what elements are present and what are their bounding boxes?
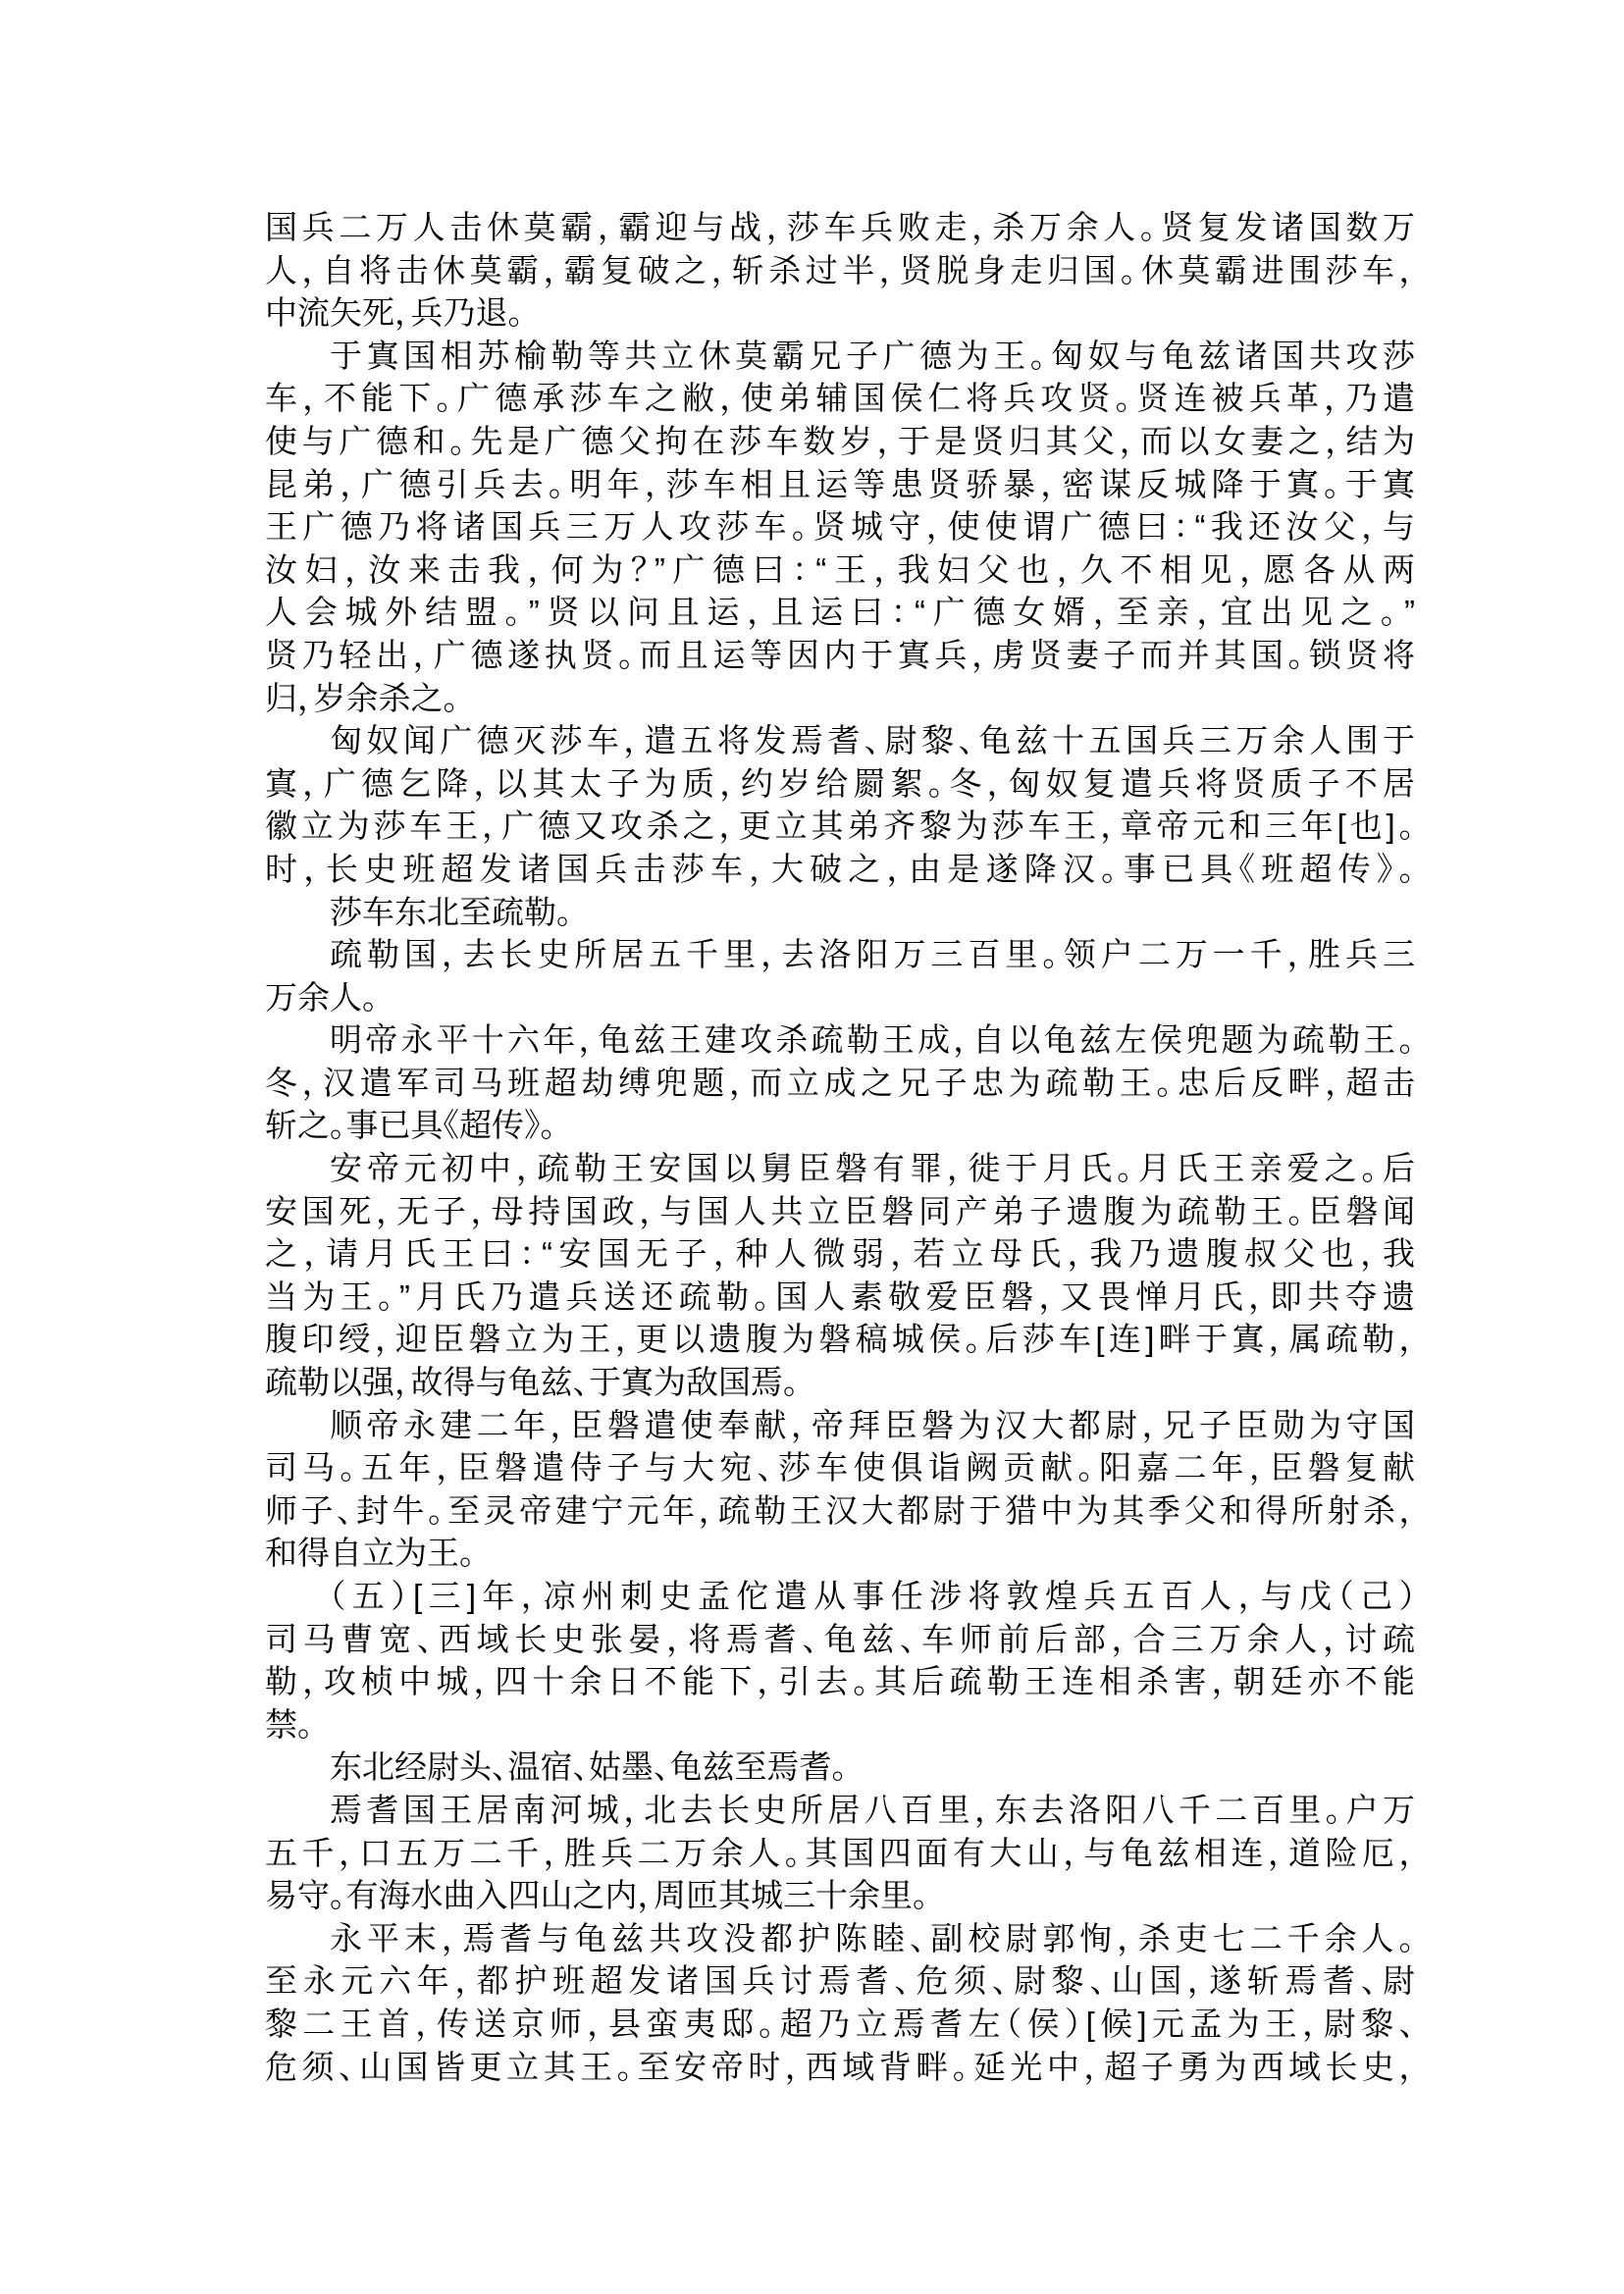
text-line: 车，不能下。广德承莎车之敝，使弟辅国侯仁将兵攻贤。贤连被兵革，乃遣	[265, 380, 1415, 417]
text-line: 王广德乃将诸国兵三万人攻莎车。贤城守，使使谓广德曰：“我还汝父，与	[265, 508, 1415, 546]
text-line: 莎车东北至疏勒。	[330, 893, 573, 930]
text-line: 疏勒国，去长史所居五千里，去洛阳万三百里。领户二万一千，胜兵三	[330, 936, 1415, 973]
text-line: 黎二王首，传送京师，县蛮夷邸。超乃立焉耆左（侯）[候]元孟为王，尉黎、	[265, 2005, 1415, 2042]
text-line: 永平末，焉耆与龟兹共攻没都护陈睦、副校尉郭恂，杀吏七二千余人。	[330, 1919, 1415, 1956]
text-line: 中流矢死，兵乃退。	[265, 294, 524, 332]
text-line: 易守。有海水曲入四山之内，周匝其城三十余里。	[265, 1877, 929, 1914]
text-line: 万余人。	[265, 978, 379, 1016]
text-line: 斩之。事已具《超传》。	[265, 1107, 556, 1144]
text-line: 匈奴闻广德灭莎车，遣五将发焉耆、尉黎、龟兹十五国兵三万余人围于	[330, 722, 1415, 759]
text-line: （五）[三]年，凉州刺史孟佗遣从事任涉将敦煌兵五百人，与戊（己）	[330, 1578, 1415, 1614]
text-line: 明帝永平十六年，龟兹王建攻杀疏勒王成，自以龟兹左侯兜题为疏勒王。	[330, 1021, 1415, 1059]
text-line: 焉耆国王居南河城，北去长史所居八百里，东去洛阳八千二百里。户万	[330, 1791, 1415, 1828]
text-line: 冬，汉遣军司马班超劫缚兜题，而立成之兄子忠为疏勒王。忠后反畔，超击	[265, 1064, 1415, 1101]
text-block	[265, 206, 1415, 2088]
text-line: 贤乃轻出，广德遂执贤。而且运等因内于寘兵，虏贤妻子而并其国。锁贤将	[265, 636, 1415, 673]
text-line: 于寘国相苏榆勒等共立休莫霸兄子广德为王。匈奴与龟兹诸国共攻莎	[330, 337, 1415, 374]
text-line: 至永元六年，都护班超发诸国兵讨焉耆、危须、尉黎、山国，遂斩焉耆、尉	[265, 1962, 1415, 2000]
text-line: 安帝元初中，疏勒王安国以舅臣磐有罪，徙于月氏。月氏王亲爱之。后	[330, 1150, 1415, 1187]
text-line: 人，自将击休莫霸，霸复破之，斩杀过半，贤脱身走归国。休莫霸进围莎车，	[265, 251, 1415, 288]
text-line: 徽立为莎车王，广德又攻杀之，更立其弟齐黎为莎车王，章帝元和三年[也]。	[265, 808, 1415, 845]
text-line: 当为王。”月氏乃遣兵送还疏勒。国人素敬爱臣磐，又畏惮月氏，即共夺遗	[265, 1277, 1415, 1315]
text-line: 汝妇，汝来击我，何为？”广德曰：“王，我妇父也，久不相见，愿各从两	[265, 550, 1415, 588]
text-line: 和得自立为王。	[265, 1535, 476, 1572]
text-line: 归，岁余杀之。	[265, 679, 459, 716]
text-line: 时，长史班超发诸国兵击莎车，大破之，由是遂降汉。事已具《班超传》。	[265, 850, 1415, 887]
text-line: 危须、山国皆更立其王。至安帝时，西域背畔。延光中，超子勇为西域长史，	[265, 2048, 1415, 2085]
text-line: 司马曹宽、西域长史张晏，将焉耆、龟兹、车师前后部，合三万余人，讨疏	[265, 1620, 1415, 1657]
text-line: 腹印绶，迎臣磐立为王，更以遗腹为磐稿城侯。后莎车[连]畔于寘，属疏勒，	[265, 1321, 1415, 1358]
text-line: 国兵二万人击休莫霸，霸迎与战，莎车兵败走，杀万余人。贤复发诸国数万	[265, 209, 1415, 245]
text-line: 勒，攻桢中城，四十余日不能下，引去。其后疏勒王连相杀害，朝廷亦不能	[265, 1663, 1415, 1700]
text-line: 使与广德和。先是广德父拘在莎车数岁，于是贤归其父，而以女妻之，结为	[265, 422, 1415, 459]
text-line: 五千，口五万二千，胜兵二万余人。其国四面有大山，与龟兹相连，道险厄，	[265, 1834, 1415, 1871]
text-line: 司马。五年，臣磐遣侍子与大宛、莎车使俱诣阙贡献。阳嘉二年，臣磐复献	[265, 1449, 1415, 1486]
text-line: 安国死，无子，母持国政，与国人共立臣磐同产弟子遗腹为疏勒王。臣磐闻	[265, 1192, 1415, 1229]
text-line: 人会城外结盟。”贤以问且运，且运曰：“广德女婿，至亲，宜出见之。”	[265, 594, 1415, 631]
text-line: 顺帝永建二年，臣磐遣使奉献，帝拜臣磐为汉大都尉，兄子臣勋为守国	[330, 1406, 1415, 1443]
text-line: 寘，广德乞降，以其太子为质，约岁给罽絮。冬，匈奴复遣兵将贤质子不居	[265, 764, 1415, 802]
text-line: 之，请月氏王曰：“安国无子，种人微弱，若立母氏，我乃遗腹叔父也，我	[265, 1235, 1415, 1273]
text-line: 疏勒以强，故得与龟兹、于寘为敌国焉。	[265, 1364, 800, 1401]
text-line: 昆弟，广德引兵去。明年，莎车相且运等患贤骄暴，密谋反城降于寘。于寘	[265, 465, 1415, 502]
text-line: 禁。	[265, 1705, 314, 1743]
text-line: 师子、封牛。至灵帝建宁元年，疏勒王汉大都尉于猎中为其季父和得所射杀，	[265, 1491, 1415, 1529]
text-line: 东北经尉头、温宿、姑墨、龟兹至焉耆。	[330, 1748, 848, 1786]
